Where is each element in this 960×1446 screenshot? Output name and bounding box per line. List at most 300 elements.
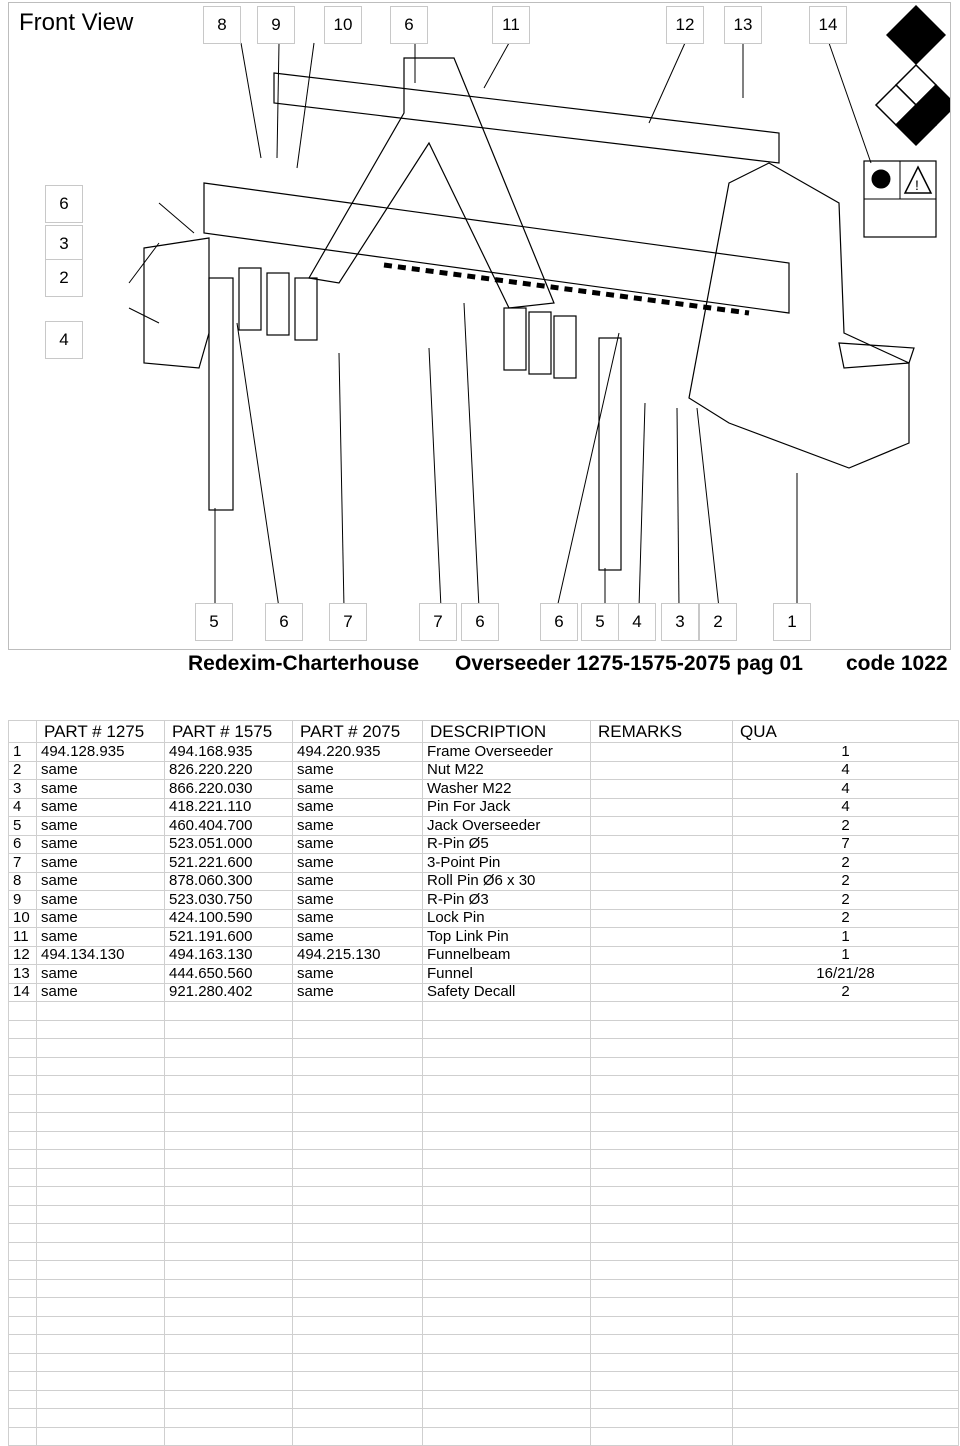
callout-label: 6 [265,603,303,641]
table-cell [591,1131,733,1150]
table-cell [733,1131,959,1150]
table-cell [591,1020,733,1039]
table-cell: same [37,761,165,780]
drawing-caption [0,652,960,682]
table-cell [591,1390,733,1409]
empty-table-row [9,1187,959,1206]
table-cell: same [293,928,423,947]
table-cell: same [37,872,165,891]
callout-label: 6 [461,603,499,641]
table-cell [293,1242,423,1261]
table-cell: 2 [733,854,959,873]
table-cell: 7 [9,854,37,873]
callout-label: 6 [45,185,83,223]
empty-table-row [9,1372,959,1391]
table-cell [733,1372,959,1391]
callout-label: 7 [419,603,457,641]
callout-label: 5 [195,603,233,641]
table-cell [423,1335,591,1354]
empty-table-row [9,1279,959,1298]
table-cell [293,1372,423,1391]
table-cell [591,1039,733,1058]
table-cell [591,1279,733,1298]
table-cell: same [293,965,423,984]
parts-table [8,720,959,1446]
table-cell [591,928,733,947]
table-cell [37,1150,165,1169]
table-cell [165,1113,293,1132]
table-cell: same [293,983,423,1002]
callout-label: 6 [390,6,428,44]
table-cell [37,1113,165,1132]
table-cell [165,1298,293,1317]
table-cell [591,1261,733,1280]
table-row [9,928,959,947]
empty-table-row [9,1390,959,1409]
table-cell: same [37,965,165,984]
table-cell [591,1076,733,1095]
table-row [9,946,959,965]
table-cell: same [293,798,423,817]
company-name: Redexim-Charterhouse [188,652,420,675]
table-cell: 2 [733,817,959,836]
empty-table-row [9,1076,959,1095]
table-cell [9,1279,37,1298]
table-cell [591,1427,733,1446]
table-cell [423,1168,591,1187]
table-cell [733,1409,959,1428]
table-cell [591,1113,733,1132]
table-cell: 921.280.402 [165,983,293,1002]
table-cell [165,1187,293,1206]
table-cell: 13 [9,965,37,984]
table-cell [733,1390,959,1409]
empty-table-row [9,1113,959,1132]
table-cell [37,1335,165,1354]
table-cell [423,1224,591,1243]
table-body [9,743,959,1446]
column-header: QUA [733,721,959,743]
table-cell [293,1261,423,1280]
table-cell: same [37,835,165,854]
table-cell: 494.215.130 [293,946,423,965]
empty-table-row [9,1427,959,1446]
callout-label: 13 [724,6,762,44]
table-cell [591,909,733,928]
machine-frame [144,58,914,570]
table-cell [591,854,733,873]
table-cell [423,1076,591,1095]
table-cell [9,1224,37,1243]
table-cell: 494.168.935 [165,743,293,762]
table-cell [37,1224,165,1243]
table-cell [293,1039,423,1058]
table-cell [733,1298,959,1317]
empty-table-row [9,1057,959,1076]
table-cell [9,1390,37,1409]
table-cell [37,1372,165,1391]
table-cell [37,1409,165,1428]
table-cell [733,1039,959,1058]
empty-table-row [9,1168,959,1187]
table-cell [293,1279,423,1298]
callout-label: 3 [45,225,83,263]
table-cell: same [37,854,165,873]
table-cell [591,817,733,836]
table-cell [293,1316,423,1335]
empty-table-row [9,1316,959,1335]
table-cell [9,1057,37,1076]
empty-table-row [9,1205,959,1224]
table-cell [165,1335,293,1354]
table-cell: 9 [9,891,37,910]
table-cell: 7 [733,835,959,854]
table-cell: Nut M22 [423,761,591,780]
table-row [9,761,959,780]
callout-label: 5 [581,603,619,641]
table-cell: Roll Pin Ø6 x 30 [423,872,591,891]
empty-table-row [9,1353,959,1372]
table-cell [423,1316,591,1335]
table-cell [9,1094,37,1113]
table-cell: 3-Point Pin [423,854,591,873]
table-row [9,909,959,928]
empty-table-row [9,1020,959,1039]
table-cell [293,1187,423,1206]
callout-label: 3 [661,603,699,641]
table-cell [9,1039,37,1058]
table-cell: 418.221.110 [165,798,293,817]
table-cell [591,1002,733,1021]
table-cell [293,1409,423,1428]
table-cell [293,1094,423,1113]
table-cell: same [293,872,423,891]
table-row [9,817,959,836]
table-cell [591,1335,733,1354]
table-cell [165,1205,293,1224]
table-row [9,835,959,854]
table-cell: 6 [9,835,37,854]
table-cell [591,1205,733,1224]
table-cell [293,1298,423,1317]
view-title: Front View [19,9,134,36]
table-cell [293,1353,423,1372]
table-cell [423,1298,591,1317]
table-cell [165,1390,293,1409]
table-cell: same [37,983,165,1002]
table-cell [733,1187,959,1206]
table-cell [733,1002,959,1021]
table-cell: same [37,798,165,817]
table-cell: 878.060.300 [165,872,293,891]
table-cell [165,1372,293,1391]
table-cell: 2 [733,909,959,928]
table-cell: 14 [9,983,37,1002]
table-cell: 521.191.600 [165,928,293,947]
table-cell [733,1242,959,1261]
table-cell [9,1261,37,1280]
table-cell [165,1168,293,1187]
empty-table-row [9,1224,959,1243]
callout-label: 2 [699,603,737,641]
table-row [9,965,959,984]
table-cell [37,1242,165,1261]
table-cell [37,1316,165,1335]
table-cell [423,1372,591,1391]
table-cell: 12 [9,946,37,965]
callout-label: 7 [329,603,367,641]
table-cell: same [293,780,423,799]
table-cell [733,1316,959,1335]
table-cell [733,1205,959,1224]
table-row [9,780,959,799]
table-cell [293,1002,423,1021]
callout-label: 2 [45,259,83,297]
exploded-drawing [8,2,951,650]
table-cell: same [293,835,423,854]
table-cell [423,1187,591,1206]
table-cell [37,1390,165,1409]
table-cell: same [37,891,165,910]
empty-table-row [9,1131,959,1150]
table-cell [165,1057,293,1076]
table-cell [293,1076,423,1095]
table-cell [9,1353,37,1372]
table-cell [733,1168,959,1187]
table-cell [165,1261,293,1280]
table-cell: Jack Overseeder [423,817,591,836]
table-cell: 1 [733,928,959,947]
empty-table-row [9,1242,959,1261]
callout-label: 1 [773,603,811,641]
table-cell [423,1261,591,1280]
table-cell: same [293,817,423,836]
table-cell [591,1298,733,1317]
table-cell [293,1390,423,1409]
table-cell: 2 [733,872,959,891]
table-cell [293,1205,423,1224]
callout-label: 4 [618,603,656,641]
column-header [9,721,37,743]
empty-table-row [9,1298,959,1317]
table-cell [37,1039,165,1058]
empty-table-row [9,1261,959,1280]
table-cell [733,1076,959,1095]
table-cell [591,743,733,762]
table-cell [165,1409,293,1428]
table-cell [165,1242,293,1261]
table-cell: 4 [733,761,959,780]
table-cell [423,1057,591,1076]
table-cell [37,1002,165,1021]
table-cell [37,1427,165,1446]
hatched-strip [384,265,749,313]
table-cell: 2 [733,983,959,1002]
table-cell [37,1205,165,1224]
table-cell [423,1039,591,1058]
callout-label: 14 [809,6,847,44]
table-cell [293,1335,423,1354]
table-cell: R-Pin Ø3 [423,891,591,910]
column-header: PART # 1575 [165,721,293,743]
table-cell [423,1390,591,1409]
table-cell [9,1205,37,1224]
leader-lines [129,43,871,608]
table-cell: same [37,909,165,928]
table-cell: same [293,909,423,928]
table-cell [293,1427,423,1446]
table-cell [165,1150,293,1169]
table-cell: 826.220.220 [165,761,293,780]
callout-label: 10 [324,6,362,44]
table-row [9,854,959,873]
table-cell [293,1057,423,1076]
table-cell [591,1150,733,1169]
table-cell [9,1168,37,1187]
table-cell [591,1316,733,1335]
table-cell [165,1353,293,1372]
empty-table-row [9,1150,959,1169]
table-cell [591,798,733,817]
table-cell: Top Link Pin [423,928,591,947]
column-header: DESCRIPTION [423,721,591,743]
table-cell [591,1224,733,1243]
callout-label: 6 [540,603,578,641]
callout-label: 12 [666,6,704,44]
table-cell: 4 [9,798,37,817]
table-cell: 8 [9,872,37,891]
table-cell [37,1094,165,1113]
table-cell [165,1039,293,1058]
table-cell [165,1131,293,1150]
table-cell [591,1353,733,1372]
table-cell [37,1353,165,1372]
table-cell: 523.051.000 [165,835,293,854]
table-cell [165,1094,293,1113]
table-cell [9,1020,37,1039]
model-title: Overseeder 1275-1575-2075 pag 01 [455,652,803,675]
table-cell [37,1168,165,1187]
table-cell [9,1409,37,1428]
table-cell [9,1316,37,1335]
table-cell: 2 [733,891,959,910]
table-cell [37,1279,165,1298]
table-cell [37,1187,165,1206]
table-cell: Frame Overseeder [423,743,591,762]
table-cell [591,1168,733,1187]
table-cell [293,1224,423,1243]
table-cell [9,1335,37,1354]
table-cell [165,1316,293,1335]
table-cell: 11 [9,928,37,947]
table-cell: 1 [733,743,959,762]
table-cell [733,1335,959,1354]
table-cell: 2 [9,761,37,780]
table-cell: Funnelbeam [423,946,591,965]
machine-illustration [9,3,950,649]
table-cell [591,1242,733,1261]
table-cell [37,1131,165,1150]
table-cell [293,1113,423,1132]
table-cell: 1 [733,946,959,965]
table-cell [9,1427,37,1446]
table-cell [591,1372,733,1391]
table-cell [9,1372,37,1391]
table-cell: 16/21/28 [733,965,959,984]
table-cell [9,1113,37,1132]
table-cell [423,1113,591,1132]
callout-label: 8 [203,6,241,44]
table-cell [733,1113,959,1132]
table-cell: Safety Decall [423,983,591,1002]
table-row [9,872,959,891]
table-cell [733,1261,959,1280]
table-cell [165,1279,293,1298]
callout-label: 11 [492,6,530,44]
table-cell [423,1094,591,1113]
table-cell: 494.220.935 [293,743,423,762]
table-cell: Funnel [423,965,591,984]
table-row [9,743,959,762]
table-cell [165,1076,293,1095]
table-cell [165,1002,293,1021]
table-cell [293,1168,423,1187]
table-cell [293,1131,423,1150]
table-cell: 10 [9,909,37,928]
svg-text:!: ! [915,177,919,193]
table-cell: 523.030.750 [165,891,293,910]
table-cell [9,1242,37,1261]
table-cell: same [37,817,165,836]
table-cell [37,1057,165,1076]
table-cell [9,1187,37,1206]
table-cell: same [293,891,423,910]
table-cell [423,1150,591,1169]
table-cell [591,1409,733,1428]
table-cell: Pin For Jack [423,798,591,817]
table-cell [591,891,733,910]
table-cell [591,965,733,984]
column-header: PART # 1275 [37,721,165,743]
table-cell [733,1279,959,1298]
table-cell: 4 [733,798,959,817]
callout-label: 4 [45,321,83,359]
table-cell: 494.163.130 [165,946,293,965]
table-cell: same [37,928,165,947]
table-cell: R-Pin Ø5 [423,835,591,854]
callout-label: 9 [257,6,295,44]
table-cell [9,1131,37,1150]
table-cell [423,1409,591,1428]
table-cell [733,1150,959,1169]
table-row [9,891,959,910]
table-cell [423,1002,591,1021]
table-row [9,983,959,1002]
table-cell [37,1261,165,1280]
table-cell: same [37,780,165,799]
table-cell [591,1187,733,1206]
table-cell: 444.650.560 [165,965,293,984]
table-cell [423,1279,591,1298]
table-cell [591,1094,733,1113]
table-cell: Lock Pin [423,909,591,928]
table-cell [423,1020,591,1039]
table-cell [9,1002,37,1021]
table-cell [9,1150,37,1169]
empty-table-row [9,1039,959,1058]
table-cell: 1 [9,743,37,762]
table-cell [733,1094,959,1113]
